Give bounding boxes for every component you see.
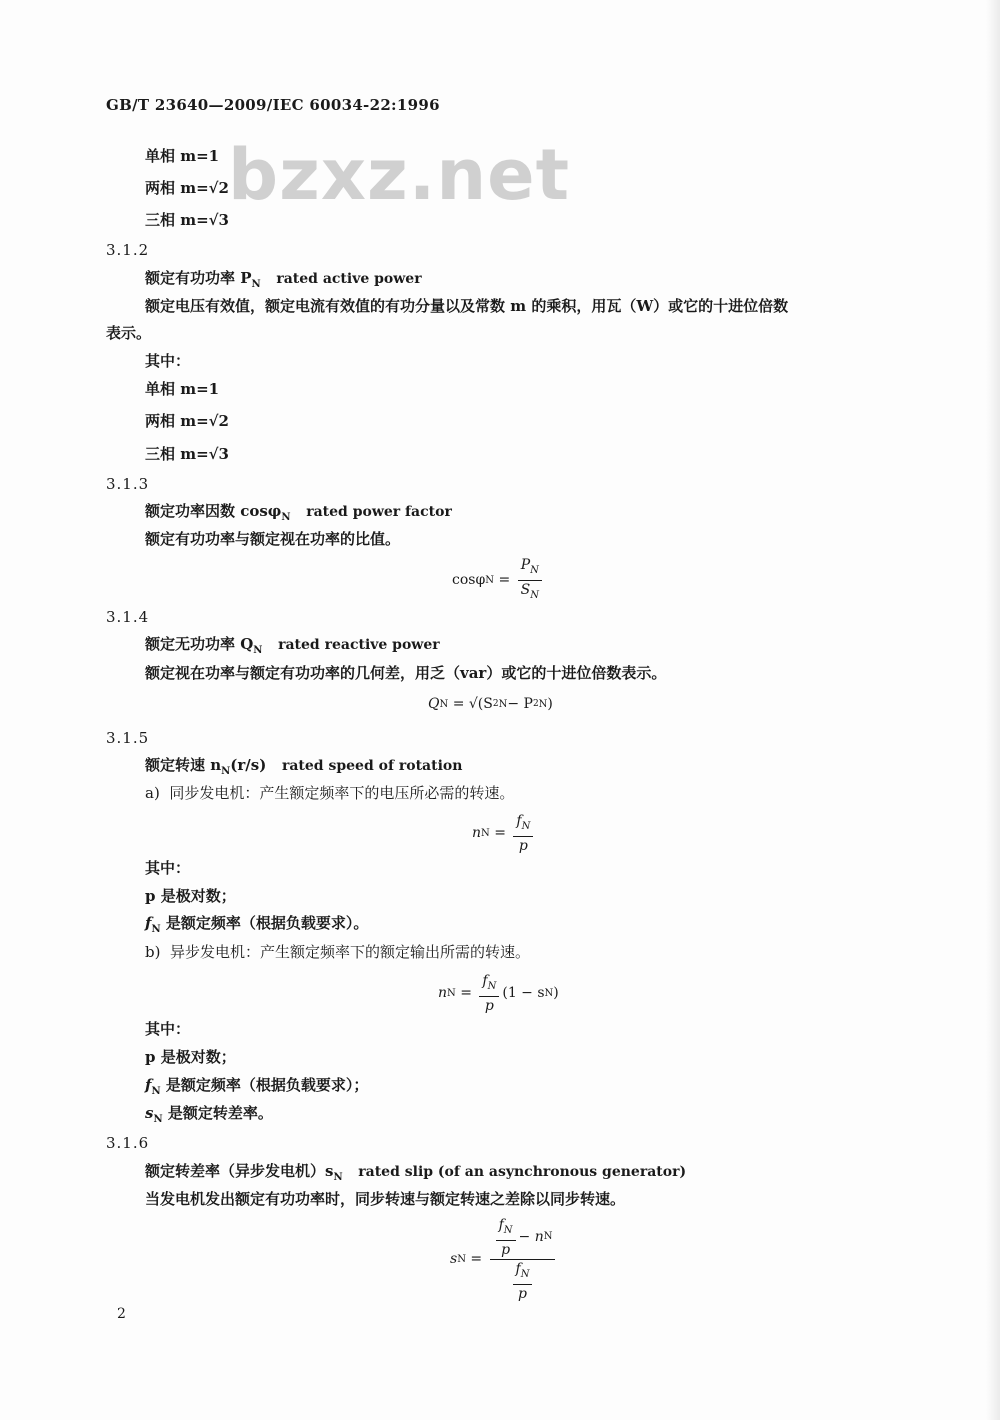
subscript: N <box>485 574 495 586</box>
formula-lhs: n <box>472 825 482 842</box>
definition-p: p 是极对数； <box>145 887 236 905</box>
term-heading <box>145 501 452 528</box>
subscript: N <box>251 279 261 290</box>
fraction-denominator: p <box>484 997 494 1014</box>
formula-rhs: = √(S <box>452 696 493 712</box>
inner-fraction-top: $\frac{f_N}{p}$ <box>496 1216 516 1259</box>
list-two-phase: 两相 m=√2 <box>145 179 229 197</box>
list-three-phase: 三相 m=√3 <box>145 445 229 463</box>
compound-fraction <box>490 1216 556 1303</box>
term-en: rated reactive power <box>278 637 440 653</box>
term-heading <box>145 1161 686 1188</box>
formula-async-speed: n N = $\frac{f_N}{p}$ (1 − s N ) <box>438 973 559 1014</box>
section-number: 3.1.5 <box>106 729 150 747</box>
item-label: a) <box>145 784 160 802</box>
subscript: N <box>281 512 291 523</box>
formula-lhs: cosφ <box>452 572 486 589</box>
formula-power-factor <box>452 556 545 605</box>
fraction <box>518 556 542 605</box>
term-heading <box>145 634 440 661</box>
equals-sign: = <box>470 1251 483 1268</box>
formula-lhs: s <box>450 1251 458 1268</box>
list-single-phase: 单相 m=1 <box>145 147 220 165</box>
equals-sign: = <box>498 572 511 589</box>
fraction <box>479 972 499 1015</box>
section-number: 3.1.2 <box>106 241 150 259</box>
item-text: 异步发电机：产生额定频率下的额定输出所需的转速。 <box>170 943 531 961</box>
item-b <box>145 942 530 962</box>
equals-sign: = <box>460 985 472 1002</box>
item-text: 同步发电机：产生额定频率下的电压所必需的转速。 <box>169 784 515 802</box>
definition-s: $s_N$ 是额定转差率。 <box>145 1104 273 1125</box>
subscript: N <box>253 645 263 656</box>
fraction-denominator: $S_N$ <box>520 581 539 601</box>
term-cn: 额定转差率（异步发电机）s <box>145 1162 334 1180</box>
formula-tail: (1 − s <box>502 985 545 1002</box>
fraction-numerator: $f_N$ <box>513 812 533 837</box>
term-en: rated slip (of an asynchronous generator) <box>358 1164 687 1180</box>
section-number: 3.1.4 <box>106 608 150 626</box>
definition-line: 额定电压有效值，额定电流有效值的有功分量以及常数 m 的乘积，用瓦（W）或它的十进位倍数 <box>145 297 789 315</box>
term-en: rated speed of rotation <box>281 758 463 774</box>
list-two-phase: 两相 m=√2 <box>145 412 229 430</box>
where-label: 其中： <box>145 1020 191 1038</box>
term-cn: 额定无功功率 Q <box>145 635 254 653</box>
formula-lhs: n <box>438 985 448 1002</box>
page-edge-shadow <box>986 0 1000 1420</box>
where-label: 其中： <box>145 352 191 370</box>
formula-minus: − P <box>507 696 533 712</box>
watermark: bzxz.net <box>228 134 571 216</box>
term-cn: 额定功率因数 cosφ <box>145 502 282 520</box>
item-a <box>145 783 514 803</box>
subscript: N <box>333 1172 343 1183</box>
compound-denominator <box>507 1260 539 1303</box>
list-three-phase: 三相 m=√3 <box>145 211 229 229</box>
definition-line: 当发电机发出额定有功功率时，同步转速与额定转速之差除以同步转速。 <box>145 1190 626 1208</box>
compound-numerator: $\frac{f_N}{p}$ − n N <box>490 1216 556 1260</box>
term-cn: 额定转速 n <box>145 756 222 774</box>
term-unit: (r/s) <box>230 756 267 774</box>
equals-sign: = <box>494 825 506 842</box>
definition-line: 表示。 <box>106 324 152 342</box>
definition-line: 额定有功功率与额定视在功率的比值。 <box>145 530 401 548</box>
term-en: rated active power <box>276 271 422 287</box>
fraction-denominator: p <box>518 837 528 854</box>
subscript: N <box>439 698 449 710</box>
where-label: 其中： <box>145 859 191 877</box>
formula-reactive-power: Q N = √(S 2 N − P 2 N ) <box>428 696 553 712</box>
inner-fraction-bottom: $\frac{f_N}{p}$ <box>513 1260 533 1303</box>
formula-rated-slip: s N = $\frac{f_N}{p}$ − n N $\frac{f_N}{p}$ <box>450 1216 558 1303</box>
definition-p: p 是极对数； <box>145 1048 236 1066</box>
section-number: 3.1.6 <box>106 1134 150 1152</box>
section-number: 3.1.3 <box>106 475 150 493</box>
subscript: N <box>221 766 231 777</box>
fraction-numerator: $f_N$ <box>479 972 499 997</box>
definition-line: 额定视在功率与额定有功功率的几何差，用乏（var）或它的十进位倍数表示。 <box>145 664 667 682</box>
formula-sync-speed: n N = $\frac{f_N}{p}$ <box>472 812 536 855</box>
definition-f: $f_N$ 是额定频率（根据负载要求）。 <box>145 914 369 935</box>
page-number: 2 <box>117 1306 126 1322</box>
fraction <box>513 812 533 855</box>
formula-lhs: Q <box>428 696 440 712</box>
term-cn: 额定有功功率 P <box>145 269 252 287</box>
term-heading <box>145 755 462 782</box>
term-heading <box>145 268 422 295</box>
definition-f: $f_N$ 是额定频率（根据负载要求）； <box>145 1076 369 1097</box>
fraction-numerator: $P_N$ <box>518 556 542 581</box>
item-label: b) <box>145 943 161 961</box>
list-single-phase: 单相 m=1 <box>145 380 220 398</box>
term-en: rated power factor <box>306 504 452 520</box>
standard-header: GB/T 23640—2009/IEC 60034-22:1996 <box>106 96 440 114</box>
